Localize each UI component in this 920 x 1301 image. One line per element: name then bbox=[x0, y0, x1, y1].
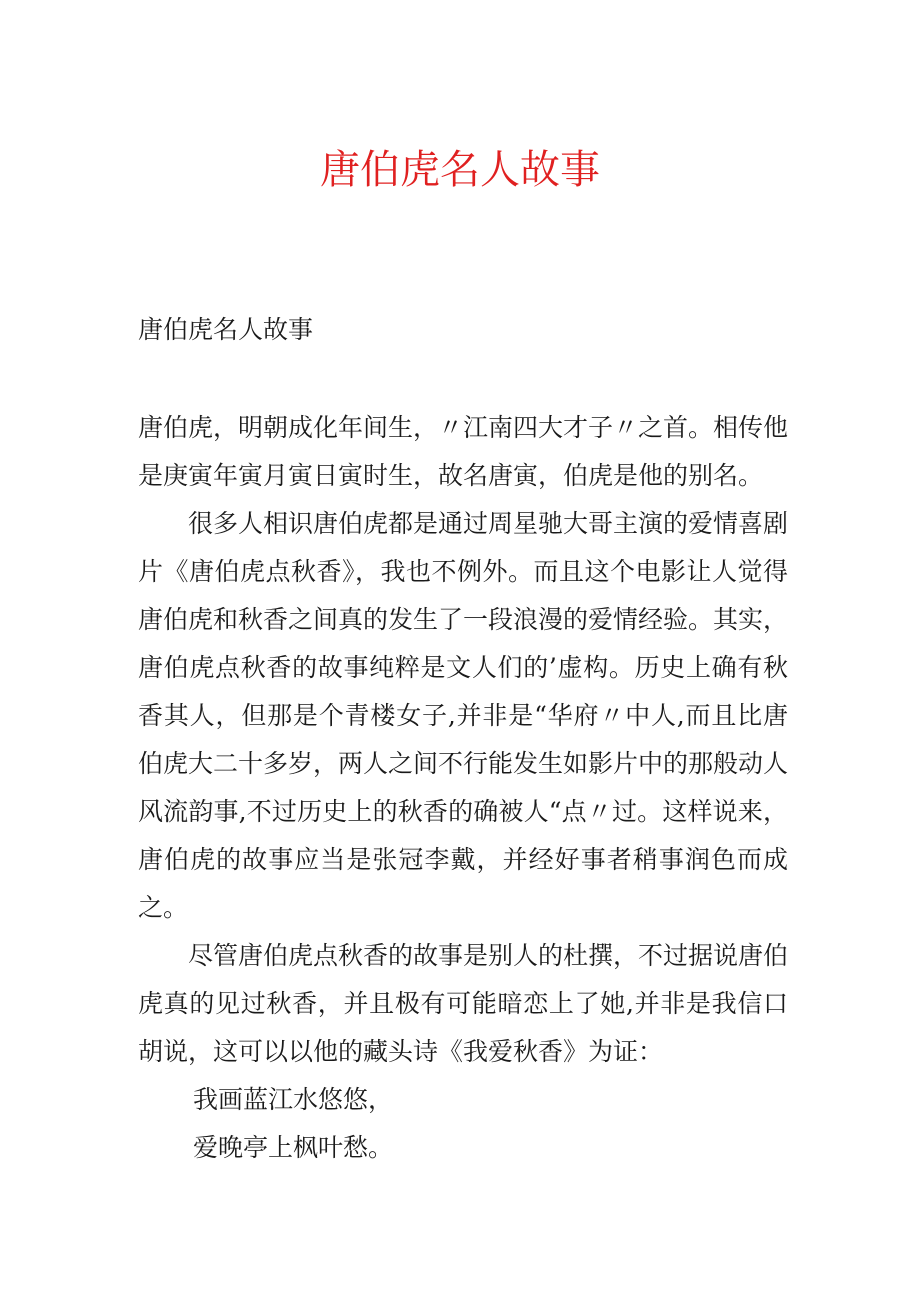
paragraph-poem-intro: 尽管唐伯虎点秋香的故事是别人的杜撰，不过据说唐伯虎真的见过秋香，并且极有可能暗恋上了她,并非是我信口胡说，这可以以他的藏头诗《我爱秋香》为证： bbox=[138, 941, 789, 1066]
poem-line-2: 爱晚亭上枫叶愁。 bbox=[193, 1133, 394, 1162]
paragraph-movie: 很多人相识唐伯虎都是通过周星驰大哥主演的爱情喜剧片《唐伯虎点秋香》，我也不例外。而且这个电影让人觉得唐伯虎和秋香之间真的发生了一段浪漫的爱情经验。其实，唐伯虎点秋香的故事纯粹是文人们的’虚构。历史上确有秋香其人，但那是个青楼女子,并非是“华府〃中人,而且比唐伯虎大二十多岁，两人之间不行能发生如影片中的那般动人风流韵事,不过历史上的秋香的确被人“点〃过。这样说来，唐伯虎的故事应当是张冠李戴，并经好事者稍事润色而成之。 bbox=[138, 509, 789, 922]
poem-line-1: 我画蓝江水悠悠， bbox=[193, 1085, 394, 1114]
document-subtitle: 唐伯虎名人故事 bbox=[138, 315, 314, 344]
document-body bbox=[138, 404, 788, 1172]
document-title: 唐伯虎名人故事 bbox=[320, 147, 600, 193]
paragraph-intro: 唐伯虎，明朝成化年间生，〃江南四大才子〃之首。相传他是庚寅年寅月寅日寅时生，故名唐寅，伯虎是他的别名。 bbox=[138, 413, 789, 490]
